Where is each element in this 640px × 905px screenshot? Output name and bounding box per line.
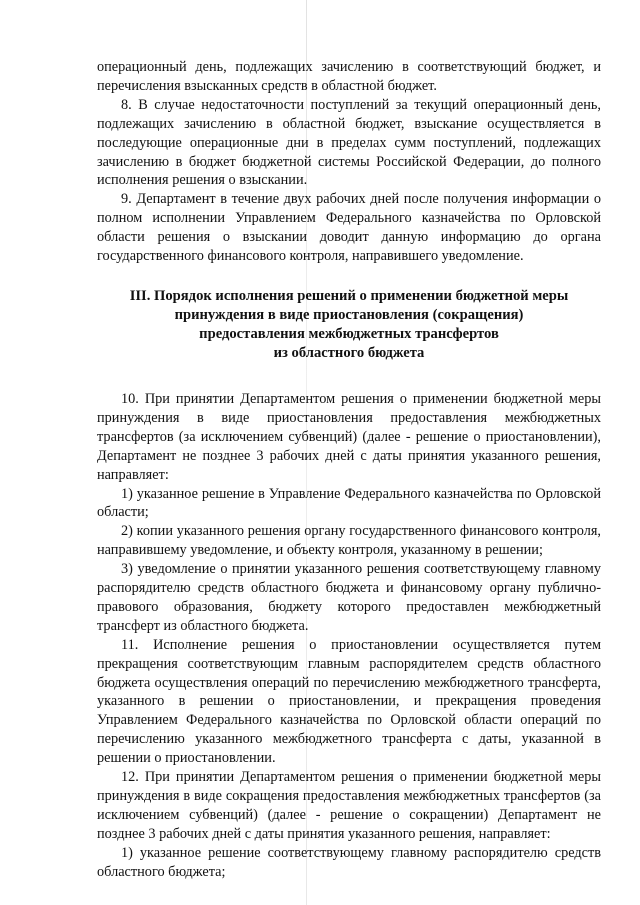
section-heading [97,287,601,363]
document-page [97,58,601,882]
section-heading-line-4: из областного бюджета [273,344,425,361]
paragraph-9: 9. Департамент в течение двух рабочих дней после получения информации о полном исполнении Управлением Федерального казначейства по Орловской области решения о взыскании доводит данную информацию до органа государственного финансового контроля, направившего уведомление. [97,191,601,265]
paragraph-continuation: операционный день, подлежащих зачислению в соответствующий бюджет, и перечисления взысканных средств в областной бюджет. [97,59,601,94]
paragraphs-bottom [97,390,601,882]
section-heading-line-2: принуждения в виде приостановления (сокращения) [174,306,524,323]
paragraph-12: 12. При принятии Департаментом решения о применении бюджетной меры принуждения в виде сокращения предоставления межбюджетных трансфертов (за исключением субвенций) (далее - решение о сокращении) Департамент не позднее 3 рабочих дней с даты принятия указанного решения, направляет: [97,769,601,842]
section-heading-line-1: III. Порядок исполнения решений о применении бюджетной меры [129,287,569,304]
paragraphs-top [97,58,601,266]
paragraph-11: 11. Исполнение решения о приостановлении осуществляется путем прекращения соответствующим главным распорядителем средств областного бюджета осуществления операций по перечислению межбюджетного трансферта, указанного в решении о приостановлении, и прекращения проведения Управлением Федерального казначейства по Орловской области операций по перечислению указанного межбюджетного трансферта с даты, указанной в решении о приостановлении. [97,636,601,767]
paragraph-10: 10. При принятии Департаментом решения о применении бюджетной меры принуждения в виде приостановления предоставления межбюджетных трансфертов (за исключением субвенций) (далее - решение о приостановлении), Департамент не позднее 3 рабочих дней с даты принятия указанного решения, направляет: [97,390,601,483]
paragraph-12-item-1: 1) указанное решение соответствующему главному распорядителю средств областного бюджета; [97,844,601,880]
paragraph-10-item-2: 2) копии указанного решения органу государственного финансового контроля, направившему уведомление, и объекту контроля, указанному в решении; [97,523,601,559]
paragraph-10-item-1: 1) указанное решение в Управление Федерального казначейства по Орловской области; [97,485,601,521]
paragraph-8: 8. В случае недостаточности поступлений за текущий операционный день, подлежащих зачислению в областной бюджет, взыскание осуществляется в последующие операционные дни в пределах сумм поступлений, подлежащих зачислению в бюджет бюджетной системы Российской Федерации, до полного исполнения решения о взыскании. [97,96,601,189]
section-heading-line-3: предоставления межбюджетных трансфертов [199,325,499,342]
paragraph-10-item-3: 3) уведомление о принятии указанного решения соответствующему главному распорядителю средств областного бюджета и финансовому органу публично-правового образования, бюджету которого предоставлен межбюджетный трансферт из областного бюджета. [97,561,601,634]
